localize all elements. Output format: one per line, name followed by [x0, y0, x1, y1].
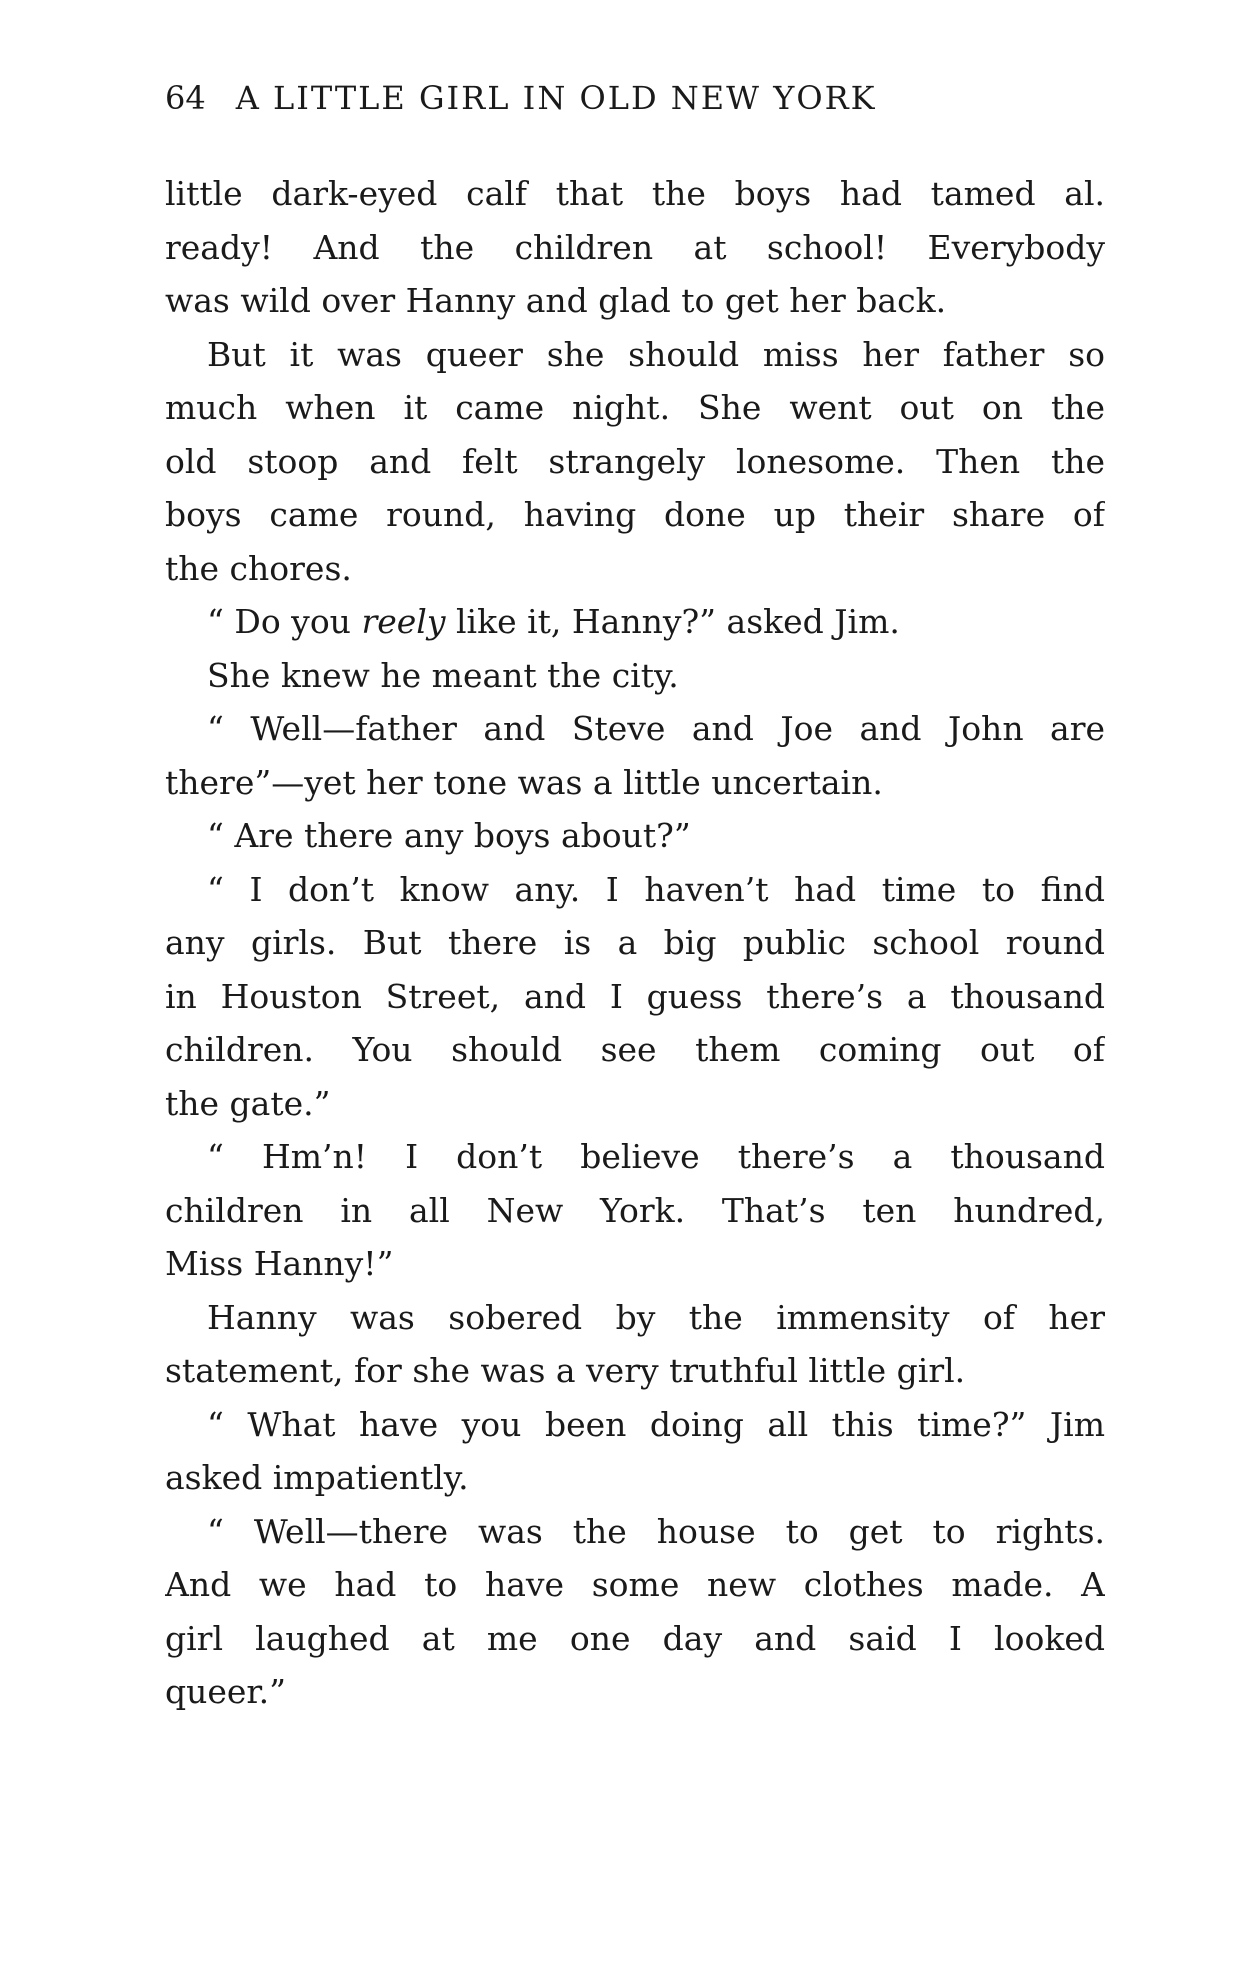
text-line: the chores.: [165, 548, 352, 588]
text-line: But it was queer she should miss her father so: [207, 334, 1105, 374]
page-number: 64: [165, 79, 206, 117]
text-line: the gate.”: [165, 1083, 331, 1123]
text-line: “ Well—father and Steve and Joe and John are: [207, 709, 1105, 748]
text-line: girl laughed at me one day and said I looked: [165, 1618, 1105, 1658]
text-line: little dark-eyed calf that the boys had tamed al.: [165, 174, 1105, 213]
text-line: was wild over Hanny and glad to get her back.: [165, 281, 947, 320]
text-line: old stoop and felt strangely lonesome. Then the: [165, 441, 1105, 481]
text-line: “ Are there any boys about?”: [207, 816, 691, 855]
text-line: any girls. But there is a big public school round: [165, 923, 1105, 962]
text-line: [165, 595, 1105, 649]
text-line: asked impatiently.: [165, 1458, 469, 1497]
text-segment: “ Do you: [207, 602, 362, 641]
body-text: [165, 167, 1105, 1719]
text-line: And we had to have some new clothes made. A: [165, 1565, 1105, 1604]
text-line: statement, for she was a very truthful little girl.: [165, 1351, 966, 1390]
text-line: Miss Hanny!”: [165, 1244, 394, 1283]
italic-word: reely: [361, 602, 446, 641]
text-line: children. You should see them coming out of: [165, 1030, 1105, 1069]
text-line: “ Hm’n! I don’t believe there’s a thousand: [207, 1137, 1105, 1176]
text-line: in Houston Street, and I guess there’s a thousand: [165, 976, 1105, 1016]
running-head: [165, 78, 1105, 118]
text-line: “ I don’t know any. I haven’t had time to find: [207, 869, 1105, 909]
text-line: there”—yet her tone was a little uncertain.: [165, 762, 883, 802]
text-line: much when it came night. She went out on the: [165, 388, 1105, 427]
text-line: Hanny was sobered by the immensity of her: [207, 1297, 1105, 1337]
text-line: queer.”: [165, 1672, 286, 1711]
text-line: children in all New York. That’s ten hundred,: [165, 1190, 1105, 1230]
text-segment: like it, Hanny?” asked Jim.: [445, 602, 900, 641]
text-line: She knew he meant the city.: [207, 655, 679, 695]
running-title: A LITTLE GIRL IN OLD NEW YORK: [235, 79, 877, 117]
text-line: “ What have you been doing all this time?” Jim: [207, 1404, 1105, 1444]
text-line: ready! And the children at school! Everybody: [165, 227, 1105, 267]
text-line: “ Well—there was the house to get to rights.: [207, 1511, 1105, 1551]
text-line: boys came round, having done up their share of: [165, 495, 1105, 534]
